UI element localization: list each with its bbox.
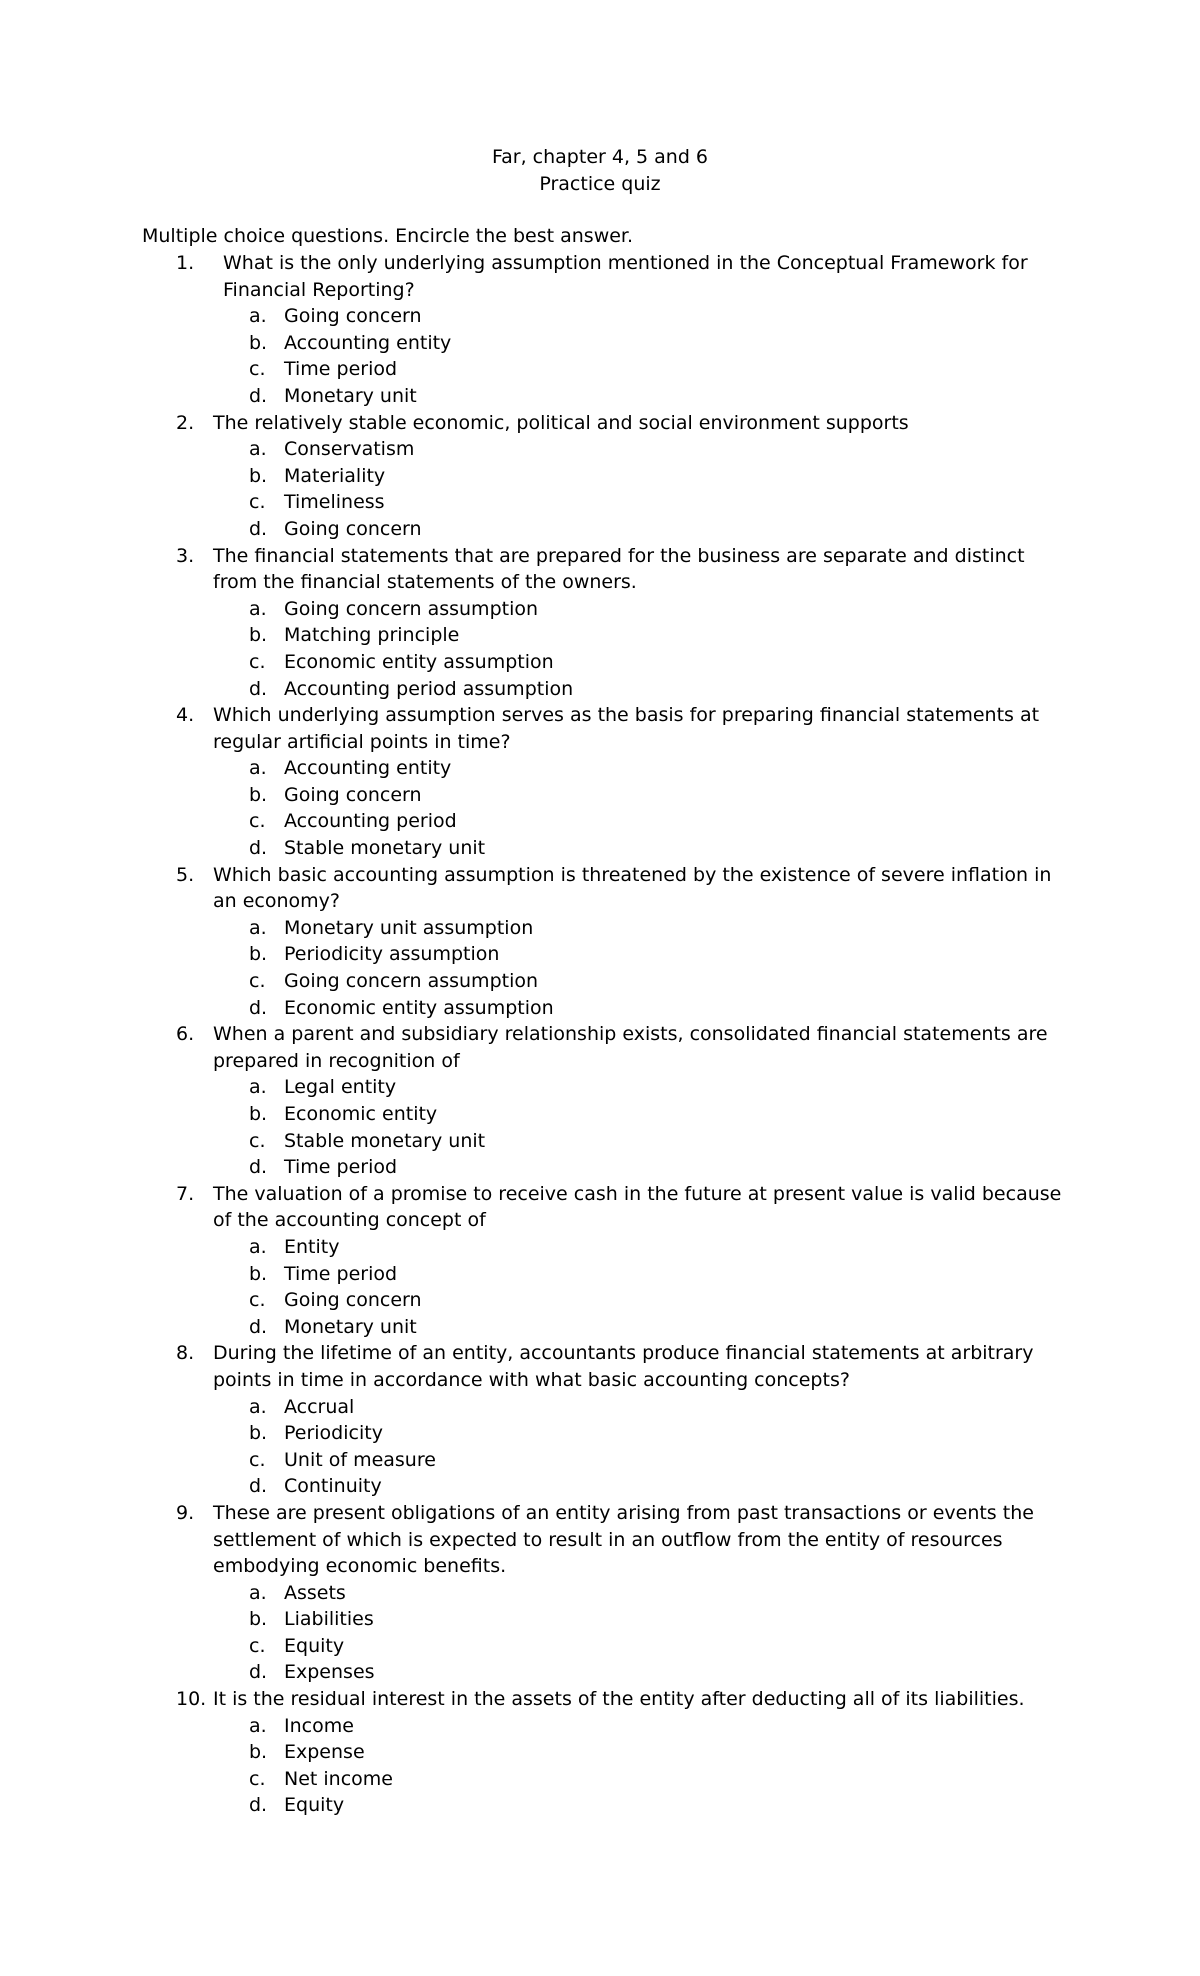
option-letter: d. [249,384,268,407]
option-letter: d. [249,1661,268,1684]
option-item [213,1234,1063,1261]
question-text: It is the residual interest in the assets of the entity after deducting all of its liabilities. [213,1688,1025,1711]
option-text: Periodicity assumption [284,943,500,966]
question-number: 5. [176,863,195,886]
option-text: Accounting entity [284,331,452,354]
option-item [213,1101,1063,1128]
option-text: Income [284,1714,354,1737]
question-number: 4. [176,704,195,727]
question-number: 10. [176,1688,207,1711]
title-block [0,144,1200,198]
option-item [213,596,1063,623]
option-text: Net income [284,1767,393,1790]
option-text: Matching principle [284,624,460,647]
option-text: Stable monetary unit [284,837,486,860]
option-text: Going concern [284,783,422,806]
option-item [213,782,1063,809]
option-text: Going concern [284,517,422,540]
option-item [213,755,1063,782]
option-letter: c. [249,970,266,993]
option-letter: d. [249,1315,268,1338]
option-letter: a. [249,438,267,461]
option-text: Time period [284,1262,398,1285]
option-list [213,436,1063,542]
question-number: 6. [176,1023,195,1046]
option-letter: b. [249,783,268,806]
question-number: 1. [176,252,195,274]
option-letter: a. [249,1714,267,1737]
question-number: 7. [176,1182,195,1205]
option-text: Materiality [284,464,386,487]
option-text: Monetary unit assumption [284,916,534,939]
option-text: Liabilities [284,1608,374,1631]
option-letter: c. [249,810,266,833]
option-item [213,676,1063,703]
question-list [0,250,1200,1819]
option-letter: b. [249,1422,268,1445]
option-letter: a. [249,1235,267,1258]
option-letter: b. [249,1103,268,1125]
option-item [213,649,1063,676]
question-item [0,410,1063,543]
option-list [213,1394,1063,1500]
question-item [0,1500,1063,1686]
option-letter: a. [249,1581,267,1604]
question-text: The valuation of a promise to receive cash in the future at present value is valid because of the accounting concept of [213,1182,1062,1232]
option-item [213,489,1063,516]
question-item [0,543,1063,703]
option-item [213,835,1063,862]
option-list [213,1074,1063,1180]
option-item [213,330,1063,357]
option-item [213,1261,1063,1288]
option-list [213,755,1063,861]
option-letter: b. [249,624,268,647]
option-text: Monetary unit [284,1315,417,1338]
option-letter: d. [249,1475,268,1498]
option-item [213,1154,1063,1181]
option-letter: c. [249,650,266,673]
option-item [213,1420,1063,1447]
question-item [0,862,1063,1022]
question-text: Which basic accounting assumption is threatened by the existence of severe inflation in an economy? [213,863,1052,913]
option-letter: b. [249,943,268,966]
option-text: Entity [284,1235,340,1258]
option-item [213,1766,1063,1793]
option-text: Time period [284,358,398,381]
question-text: Which underlying assumption serves as the basis for preparing financial statements at regular artificial points in time? [213,704,1040,753]
question-item [0,250,1063,410]
question-number: 8. [176,1342,195,1365]
option-letter: b. [249,331,268,354]
option-item [213,915,1063,942]
option-letter: c. [249,1289,266,1312]
option-text: Time period [284,1156,398,1179]
option-item [213,1394,1063,1421]
option-letter: d. [249,996,268,1019]
option-item [213,1473,1063,1500]
option-letter: a. [249,757,267,780]
option-letter: c. [249,1129,266,1152]
option-item [213,1580,1063,1607]
option-text: Assets [284,1581,346,1604]
option-letter: c. [249,491,266,514]
option-item [213,436,1063,463]
option-list [213,1713,1063,1819]
option-text: Accrual [284,1395,355,1418]
option-item [213,1659,1063,1686]
option-list [213,1580,1063,1686]
option-item [213,1128,1063,1155]
option-item [213,356,1063,383]
option-item [213,941,1063,968]
option-item [213,1447,1063,1474]
question-text: During the lifetime of an entity, accountants produce financial statements at arbitrary points in time in accordance with what basic accounting concepts? [213,1342,1034,1391]
option-text: Accounting period [284,810,457,833]
option-list [213,303,1063,409]
option-letter: c. [249,1767,266,1790]
option-text: Economic entity [284,1103,438,1125]
option-text: Economic entity assumption [284,650,554,673]
option-letter: a. [249,597,267,620]
option-text: Conservatism [284,438,415,461]
option-text: Timeliness [284,491,385,514]
option-text: Expenses [284,1661,375,1684]
question-number: 9. [176,1501,195,1524]
option-list [213,915,1063,1021]
option-item [213,995,1063,1022]
question-number: 3. [176,544,195,567]
option-text: Accounting entity [284,757,452,780]
option-item [213,808,1063,835]
instructions: Multiple choice questions. Encircle the best answer. [142,225,634,247]
option-letter: a. [249,1395,267,1418]
option-text: Monetary unit [284,384,417,407]
option-letter: d. [249,677,268,700]
option-text: Going concern [284,1289,422,1312]
document-title: Far, chapter 4, 5 and 6 [491,146,709,168]
option-text: Accounting period assumption [284,677,574,700]
option-item [213,1713,1063,1740]
option-text: Unit of measure [284,1448,436,1471]
option-item [213,1633,1063,1660]
question-text: The relatively stable economic, political and social environment supports [213,411,909,434]
option-letter: a. [249,1076,267,1099]
option-text: Stable monetary unit [284,1129,486,1152]
option-text: Economic entity assumption [284,996,554,1019]
question-item [0,1181,1063,1341]
option-item [213,463,1063,490]
option-item [213,383,1063,410]
question-item [0,1021,1063,1181]
question-text: The financial statements that are prepared for the business are separate and distinct from the financial statements of the owners. [213,544,1025,594]
option-letter: d. [249,1794,268,1817]
option-text: Continuity [284,1475,382,1498]
option-text: Going concern assumption [284,597,539,620]
option-text: Expense [284,1741,365,1764]
question-number: 2. [176,411,195,434]
option-text: Legal entity [284,1076,397,1099]
option-item [213,1287,1063,1314]
option-text: Equity [284,1634,345,1657]
option-letter: b. [249,1741,268,1764]
option-letter: a. [249,916,267,939]
option-text: Going concern [284,305,422,328]
question-text: When a parent and subsidiary relationship exists, consolidated financial statements are prepared in recognition of [213,1023,1048,1072]
question-item [0,1686,1063,1819]
option-text: Equity [284,1794,345,1817]
option-letter: c. [249,358,266,381]
option-list [213,596,1063,702]
option-item [213,1739,1063,1766]
option-letter: d. [249,1156,268,1179]
option-letter: b. [249,1608,268,1631]
option-text: Going concern assumption [284,970,539,993]
option-letter: c. [249,1448,266,1471]
option-list [213,1234,1063,1340]
option-item [213,1606,1063,1633]
option-letter: c. [249,1634,266,1657]
option-letter: d. [249,837,268,860]
option-item [213,1314,1063,1341]
option-item [213,1792,1063,1819]
option-item [213,968,1063,995]
option-item [213,622,1063,649]
option-letter: a. [249,305,267,328]
option-item [213,303,1063,330]
question-item [0,702,1063,862]
document-subtitle: Practice quiz [539,173,661,195]
question-item [0,1340,1063,1500]
option-text: Periodicity [284,1422,383,1445]
option-item [213,516,1063,543]
option-letter: b. [249,464,268,487]
option-item [213,1074,1063,1101]
question-text: These are present obligations of an entity arising from past transactions or events the settlement of which is expected to result in an outflow from the entity of resources embodying economic benefits. [213,1501,1034,1578]
option-letter: b. [249,1262,268,1285]
option-letter: d. [249,517,268,540]
question-text: What is the only underlying assumption mentioned in the Conceptual Framework for Financial Reporting? [223,252,1028,301]
